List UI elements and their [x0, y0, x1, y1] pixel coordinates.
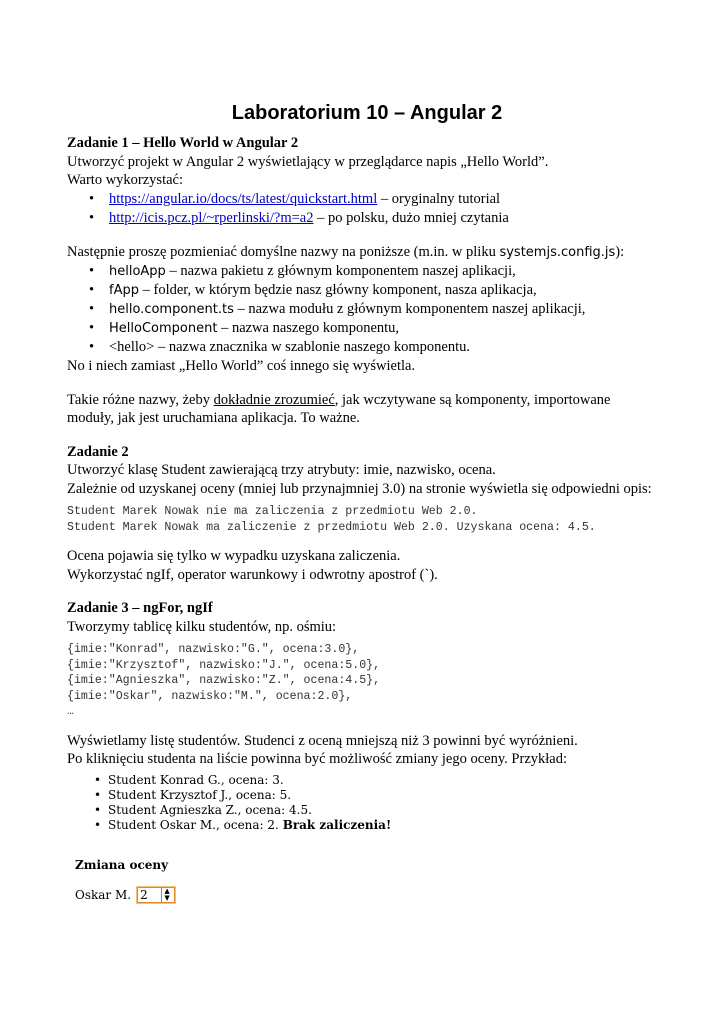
text-span: Takie różne nazwy, żeby	[67, 391, 214, 408]
polish-tutorial-link[interactable]: http://icis.pcz.pl/~rperlinski/?m=a2	[109, 209, 314, 226]
task3-paragraph-1: Tworzymy tablicę kilku studentów, np. ośmiu:	[67, 618, 337, 635]
example-app-screenshot	[67, 773, 667, 903]
config-filename: systemjs.config.js	[499, 244, 616, 260]
list-item	[67, 190, 667, 209]
code-line: …	[67, 705, 74, 718]
grade-change-label: Oskar M.	[75, 887, 132, 902]
grade-change-title: Zmiana oceny	[75, 857, 169, 872]
task2-paragraph-3: Ocena pojawia się tylko w wypadku uzyskana zaliczenia.	[67, 548, 401, 564]
task1-paragraph-5	[67, 391, 667, 410]
text-span: Następnie proszę pozmieniać domyślne nazwy na poniższe (m.in. w pliku	[67, 243, 500, 260]
task2-paragraph-1: Utworzyć klasę Student zawierającą trzy atrybuty: imie, nazwisko, ocena.	[67, 462, 496, 478]
list-item	[67, 300, 667, 319]
code-name: helloApp	[109, 264, 166, 279]
task3-paragraph-2: Wyświetlamy listę studentów. Studenci z oceną mniejszą niż 3 powinni być wyróżnieni.	[67, 732, 578, 749]
student-text: Student Oskar M., ocena: 2.	[108, 817, 283, 832]
code-line: {imie:"Agnieszka", nazwisko:"Z.", ocena:4.5},	[67, 674, 381, 687]
link-description: – oryginalny tutorial	[377, 190, 501, 207]
spin-up-icon[interactable]: ▲	[164, 886, 170, 895]
text-span: ):	[615, 243, 625, 260]
code-line: {imie:"Krzysztof", nazwisko:"J.", ocena:5.0},	[67, 658, 381, 672]
student-text: Student Konrad G., ocena: 3.	[108, 772, 284, 787]
grade-stepper[interactable]	[137, 887, 175, 903]
student-text: Student Agnieszka Z., ocena: 4.5.	[108, 802, 312, 817]
list-item	[67, 281, 667, 300]
spinner-arrows[interactable]	[161, 888, 172, 902]
code-line: Student Marek Nowak ma zaliczenie z przedmiotu Web 2.0. Uzyskana ocena: 4.5.	[67, 520, 596, 534]
task2-heading: Zadanie 2	[67, 443, 129, 460]
text-span: , jak wczytywane są komponenty, importowane	[334, 391, 611, 408]
code-line: Student Marek Nowak nie ma zaliczenia z przedmiotu Web 2.0.	[67, 505, 478, 518]
list-item	[67, 319, 667, 338]
student-list-item[interactable]	[67, 803, 667, 818]
task1-paragraph-2: Warto wykorzystać:	[67, 172, 183, 188]
task3-heading: Zadanie 3 – ngFor, ngIf	[67, 600, 213, 616]
task1-paragraph-6: moduły, jak jest uruchamiana aplikacja. To ważne.	[67, 410, 360, 426]
code-name: hello.component.ts	[109, 302, 234, 317]
code-name: HelloComponent	[109, 321, 218, 336]
student-list-item[interactable]	[67, 818, 667, 833]
spin-down-icon[interactable]: ▼	[164, 893, 170, 902]
item-text: – folder, w którym będzie nasz główny komponent, nasza aplikacja,	[138, 282, 537, 298]
task1-paragraph-4: No i niech zamiast „Hello World” coś innego się wyświetla.	[67, 358, 416, 374]
no-pass-badge: Brak zaliczenia!	[282, 817, 392, 832]
quickstart-link[interactable]: https://angular.io/docs/ts/latest/quickstart.html	[109, 190, 378, 207]
student-list	[67, 773, 667, 833]
student-text: Student Krzysztof J., ocena: 5.	[108, 787, 292, 802]
task1-heading: Zadanie 1 – Hello World w Angular 2	[67, 135, 299, 151]
list-item	[67, 338, 667, 357]
grade-value[interactable]: 2	[140, 887, 148, 902]
code-name: fApp	[109, 283, 139, 298]
grade-change-row	[75, 887, 667, 903]
underlined-text: dokładnie zrozumieć	[213, 391, 335, 408]
document-title: Laboratorium 10 – Angular 2	[231, 102, 503, 124]
student-list-item[interactable]	[67, 788, 667, 803]
task2-paragraph-4: Wykorzystać ngIf, operator warunkowy i odwrotny apostrof (`).	[67, 566, 438, 583]
list-item	[67, 209, 667, 228]
item-text: – nazwa modułu z głównym komponentem naszej aplikacji,	[233, 301, 586, 317]
document-content	[67, 100, 667, 903]
task3-code-block	[67, 642, 667, 720]
task1-naming-list	[67, 262, 667, 357]
code-line: {imie:"Oskar", nazwisko:"M.", ocena:2.0},	[67, 689, 353, 703]
task3-paragraph-3: Po kliknięciu studenta na liście powinna być możliwość zmiany jego oceny. Przykład:	[67, 751, 567, 767]
task2-paragraph-2: Zależnie od uzyskanej oceny (mniej lub przynajmniej 3.0) na stronie wyświetla się odpowiedni opis:	[67, 480, 652, 497]
student-list-item[interactable]	[67, 773, 667, 788]
task1-link-list	[67, 190, 667, 228]
task1-paragraph-3	[67, 243, 667, 263]
item-text: <hello> – nazwa znacznika w szablonie naszego komponentu.	[109, 339, 471, 355]
code-line: {imie:"Konrad", nazwisko:"G.", ocena:3.0},	[67, 643, 360, 656]
link-description: – po polsku, dużo mniej czytania	[313, 209, 509, 226]
task2-code-block	[67, 504, 667, 535]
list-item	[67, 262, 667, 281]
item-text: – nazwa naszego komponentu,	[217, 320, 400, 336]
item-text: – nazwa pakietu z głównym komponentem naszej aplikacji,	[165, 263, 516, 279]
task1-paragraph-1: Utworzyć projekt w Angular 2 wyświetlający w przeglądarce napis „Hello World”.	[67, 153, 549, 170]
